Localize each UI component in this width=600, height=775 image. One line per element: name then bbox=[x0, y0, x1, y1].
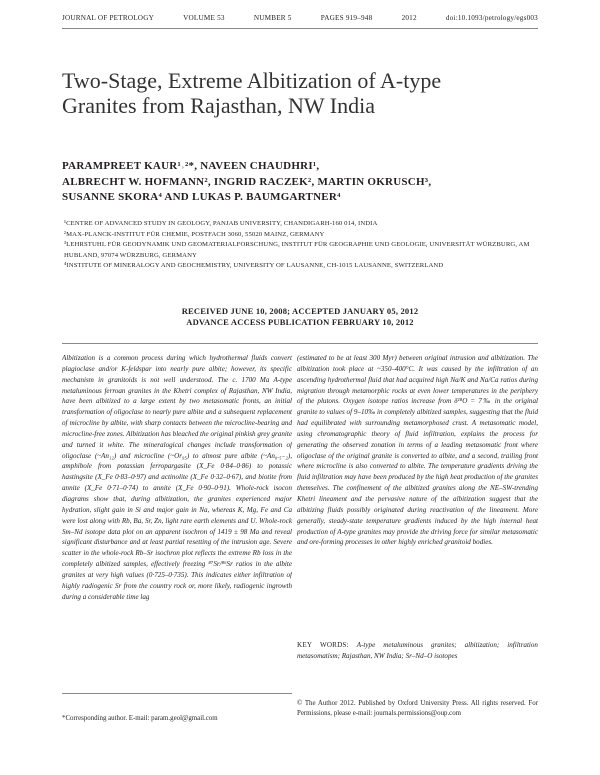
author-line: PARAMPREET KAUR¹˒²*, NAVEEN CHAUDHRI¹, bbox=[62, 160, 320, 172]
affiliation: ¹CENTRE OF ADVANCED STUDY IN GEOLOGY, PANJAB UNIVERSITY, CHANDIGARH-160 014, INDIA bbox=[64, 220, 378, 227]
abstract-top-rule bbox=[62, 343, 538, 344]
footnote-rule bbox=[62, 693, 292, 694]
affiliation: ²MAX-PLANCK-INSTITUT FÜR CHEMIE, POSTFACH 3060, 55020 MAINZ, GERMANY bbox=[64, 230, 325, 238]
header-rule bbox=[62, 28, 538, 29]
article-title: Two-Stage, Extreme Albitization of A-type Granites from Rajasthan, NW India bbox=[62, 68, 442, 118]
corresponding-author-note: *Corresponding author. E-mail: param.geol@gmail.com bbox=[62, 715, 218, 722]
volume: VOLUME 53 bbox=[183, 14, 225, 22]
abstract-left-column: Albitization is a common process during which hydrothermal fluids convert plagioclase and/or K-feldspar into nearly pure albite; however, its specific mechanism in granitoids is not well understood. The c. 1700 Ma A-type metaluminous ferroan granites in the Khetri complex of Rajasthan, NW India, have been albitized to a large extent by two metasomatic fronts, an initial transformation of oligoclase to nearly pure albite and a subsequent replacement of microcline by albite, with sharp contacts between the microcline-bearing and microcline-free zones. Albitization has bleached the original pinkish grey granite and turned it white. The mineralogical changes include transformation of oligoclase (~An₁₂) and microcline (~Or₉₅) to almost pure albite (~An₀.₅₋₂), amphibole from potassian ferropargasite (X_Fe 0·84–0·86) to potassic hastingsite (X_Fe 0·83–0·97) and actinolite (X_Fe 0·32–0·67), and biotite from annite (X_Fe 0·71–0·74) to annite (X_Fe 0·90–0·91). Whole-rock isocon diagrams show that, during albitization, the granites experienced major hydration, slight gain in Si and major gain in Na, whereas K, Mg, Fe and Ca were lost along with Rb, Ba, Sr, Zn, light rare earth elements and U. Whole-rock Sm–Nd isotope data plot on an apparent isochron of 1419 ± 98 Ma and reveal significant disturbance and at least partial resetting of the intrusion age. Severe scatter in the whole-rock Rb–Sr isochron plot reflects the extreme Rb loss in the completely albitized samples, effectively freezing ⁸⁷Sr/⁸⁶Sr ratios in the albite granites at very high values (0·725–0·735). This indicates either infiltration of highly radiogenic Sr from the country rock or, more likely, radiogenic ingrowth during a considerable time lag bbox=[62, 354, 292, 601]
affiliations bbox=[62, 219, 542, 272]
abstract-right-column: (estimated to be at least 300 Myr) between original intrusion and albitization. The albitization took place at ~350–400°C. It was caused by the infiltration of an ascending hydrothermal fluid that had acquired high Na/K and Na/Ca ratios during migration through metamorphic rocks at even lower temperatures in the periphery of the plutons. Oxygen isotope ratios increase from δ¹⁸O = 7‰ in the original granite to values of 9–10‰ in completely albitized samples, suggesting that the fluid had equilibrated with surrounding metamorphosed crust. A metasomatic model, using chromatographic theory of fluid infiltration, explains the process for generating the observed zonation in terms of a leading metasomatic front where oligoclase of the original granite is converted to albite, and a second, trailing front where microcline is also converted to albite. The temperature gradients driving the fluid infiltration may have been produced by the high heat production of the granites themselves. The confinement of the albitized granites along the NE–SW-trending Khetri lineament and the pervasive nature of the albitization suggest that the albitizing fluids possibly originated during reactivation of the lineament. More generally, steady-state temperature gradients induced by the high internal heat production of A-type granites may provide the driving force for similar metasomatic and ore-forming processes in other highly enriched granitoid bodies. bbox=[297, 354, 538, 547]
affiliation: ⁴INSTITUTE OF MINERALOGY AND GEOCHEMISTRY, UNIVERSITY OF LAUSANNE, CH-1015 LAUSANNE, SWITZERLAND bbox=[64, 262, 444, 269]
keywords-text: A-type metaluminous granites; albitization; infiltration metasomatism; Rajasthan, NW India; Sr–Nd–O isotopes bbox=[297, 641, 538, 660]
page-range: PAGES 919–948 bbox=[320, 14, 373, 22]
issue-number: NUMBER 5 bbox=[253, 14, 292, 22]
publication-dates bbox=[62, 306, 538, 328]
copyright-notice: © The Author 2012. Published by Oxford University Press. All rights reserved. For Permissions, please e-mail: journals.permissions@oup.com bbox=[297, 700, 538, 718]
doi[interactable]: doi:10.1093/petrology/egs003 bbox=[445, 14, 538, 22]
running-header bbox=[62, 14, 538, 22]
author-line: SUSANNE SKORA⁴ AND LUKAS P. BAUMGARTNER⁴ bbox=[62, 191, 341, 204]
author-list bbox=[62, 159, 542, 206]
keywords bbox=[297, 640, 538, 661]
journal-name: JOURNAL OF PETROLOGY bbox=[62, 14, 154, 22]
affiliation: ³LEHRSTUHL FÜR GEODYNAMIK UND GEOMATERIALFORSCHUNG, INSTITUT FÜR GEOGRAPHIE UND GEOLOGIE, UNIVERSITÄT WÜRZBURG, AM HUBLAND, 97074 WÜRZBURG, GERMANY bbox=[64, 241, 530, 259]
advance-access-date: ADVANCE ACCESS PUBLICATION FEBRUARY 10, 2012 bbox=[186, 317, 414, 327]
author-line: ALBRECHT W. HOFMANN², INGRID RACZEK², MARTIN OKRUSCH³, bbox=[62, 175, 432, 188]
received-accepted-date: RECEIVED JUNE 10, 2008; ACCEPTED JANUARY 05, 2012 bbox=[181, 306, 419, 316]
keywords-label: KEY WORDS: bbox=[297, 641, 349, 649]
year: 2012 bbox=[401, 14, 417, 22]
